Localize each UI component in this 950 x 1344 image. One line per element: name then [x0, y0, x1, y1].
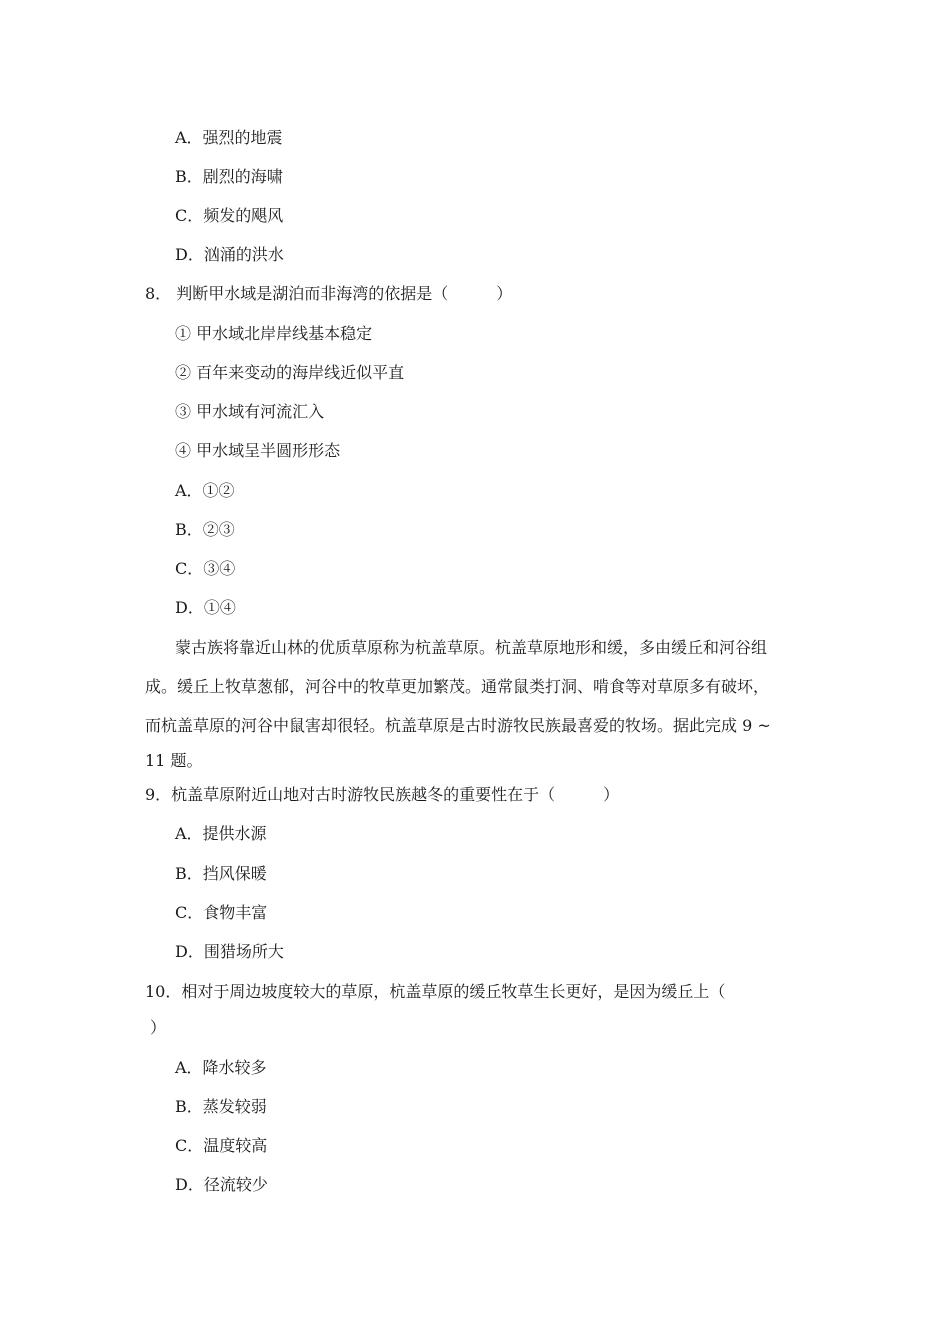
q8-option-d: D．①④: [175, 598, 236, 617]
passage-line-2: 成。缓丘上牧草葱郁，河谷中的牧草更加繁茂。通常鼠类打洞、啃食等对草原多有破坏，: [145, 677, 770, 696]
q9-option-a: A．提供水源: [175, 824, 267, 843]
q10-option-a: A．降水较多: [175, 1058, 267, 1077]
q8-option-a: A．①②: [175, 481, 235, 500]
q7-option-d: D．汹涌的洪水: [175, 245, 284, 264]
passage-line-3: 而杭盖草原的河谷中鼠害却很轻。杭盖草原是古时游牧民族最喜爱的牧场。据此完成 9 ~: [145, 716, 771, 735]
q7-option-c: C．频发的飓风: [175, 206, 284, 225]
q8-statement-2: ② 百年来变动的海岸线近似平直: [175, 363, 405, 382]
passage-line-1: 蒙古族将靠近山林的优质草原称为杭盖草原。杭盖草原地形和缓，多由缓丘和河谷组: [175, 638, 768, 657]
q9-option-c: C．食物丰富: [175, 903, 268, 922]
q10-option-c: C．温度较高: [175, 1136, 268, 1155]
q9-option-b: B．挡风保暖: [175, 864, 267, 883]
q8-stem: 8． 判断甲水域是湖泊而非海湾的依据是（ ）: [145, 284, 513, 303]
q9-option-d: D．围猎场所大: [175, 942, 284, 961]
q10-stem-line-1: 10．相对于周边坡度较大的草原，杭盖草原的缓丘牧草生长更好，是因为缓丘上（: [145, 982, 726, 1001]
passage-line-4: 11 题。: [145, 751, 203, 770]
q8-option-b: B．②③: [175, 520, 235, 539]
q8-statement-4: ④ 甲水域呈半圆形形态: [175, 441, 341, 460]
q8-statement-1: ① 甲水域北岸岸线基本稳定: [175, 324, 373, 343]
q7-option-a: A．强烈的地震: [175, 128, 283, 147]
q8-statement-3: ③ 甲水域有河流汇入: [175, 402, 325, 421]
q10-option-d: D．径流较少: [175, 1175, 268, 1194]
q7-option-b: B．剧烈的海啸: [175, 167, 283, 186]
q8-option-c: C．③④: [175, 559, 236, 578]
q10-stem-line-2: ）: [150, 1018, 167, 1037]
q10-option-b: B．蒸发较弱: [175, 1097, 267, 1116]
q9-stem: 9．杭盖草原附近山地对古时游牧民族越冬的重要性在于（ ）: [145, 785, 620, 804]
